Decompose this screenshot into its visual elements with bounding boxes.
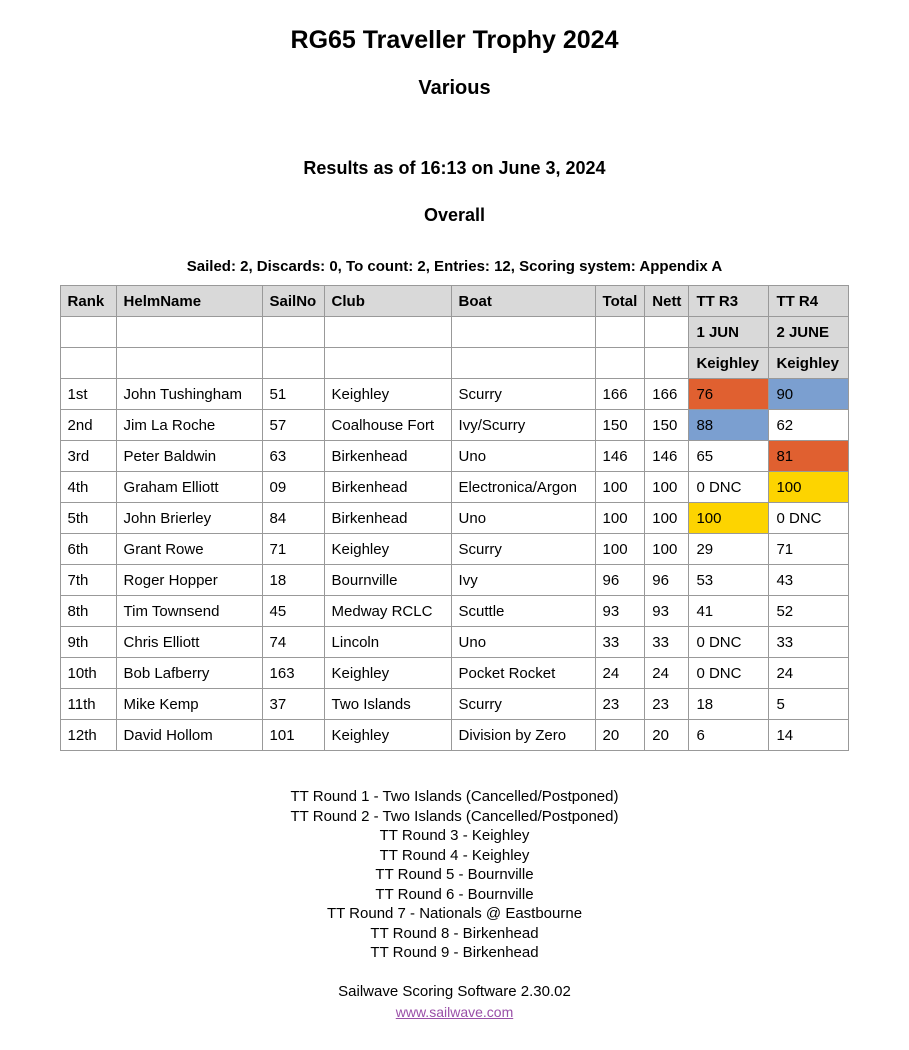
col-boat[interactable]: Boat (451, 286, 595, 317)
spacer-cell (645, 348, 689, 379)
cell-rank: 9th (60, 627, 116, 658)
table-row (60, 689, 849, 720)
cell-rank: 10th (60, 658, 116, 689)
page-title: RG65 Traveller Trophy 2024 (290, 26, 619, 54)
cell-tt-r4: 0 DNC (769, 503, 849, 534)
cell-helmname: Mike Kemp (116, 689, 262, 720)
cell-tt-r3: 0 DNC (689, 472, 769, 503)
race-venue-row (60, 348, 849, 379)
rounds-list (0, 787, 909, 963)
table-body (60, 317, 849, 751)
cell-tt-r3: 53 (689, 565, 769, 596)
cell-rank: 1st (60, 379, 116, 410)
cell-nett: 146 (645, 441, 689, 472)
cell-helmname: Roger Hopper (116, 565, 262, 596)
cell-nett: 24 (645, 658, 689, 689)
cell-sailno: 71 (262, 534, 324, 565)
cell-boat: Scuttle (451, 596, 595, 627)
cell-total: 100 (595, 503, 645, 534)
cell-rank: 12th (60, 720, 116, 751)
results-page (0, 26, 909, 1020)
cell-sailno: 163 (262, 658, 324, 689)
cell-sailno: 37 (262, 689, 324, 720)
cell-club: Birkenhead (324, 441, 451, 472)
race-venue-r4: Keighley (769, 348, 849, 379)
cell-total: 96 (595, 565, 645, 596)
cell-helmname: Jim La Roche (116, 410, 262, 441)
col-rank[interactable]: Rank (60, 286, 116, 317)
round-note: TT Round 1 - Two Islands (Cancelled/Postponed) (290, 788, 619, 805)
cell-sailno: 101 (262, 720, 324, 751)
sailwave-website-link[interactable]: www.sailwave.com (395, 1003, 514, 1020)
cell-tt-r3: 6 (689, 720, 769, 751)
cell-helmname: Peter Baldwin (116, 441, 262, 472)
cell-tt-r3: 88 (689, 410, 769, 441)
cell-tt-r3: 0 DNC (689, 627, 769, 658)
cell-tt-r4: 81 (769, 441, 849, 472)
results-table-wrap (0, 285, 909, 751)
cell-boat: Scurry (451, 379, 595, 410)
cell-tt-r4: 43 (769, 565, 849, 596)
cell-total: 23 (595, 689, 645, 720)
cell-sailno: 74 (262, 627, 324, 658)
cell-total: 166 (595, 379, 645, 410)
cell-rank: 3rd (60, 441, 116, 472)
cell-tt-r4: 100 (769, 472, 849, 503)
table-row (60, 472, 849, 503)
cell-total: 150 (595, 410, 645, 441)
cell-tt-r4: 14 (769, 720, 849, 751)
cell-sailno: 09 (262, 472, 324, 503)
cell-nett: 100 (645, 472, 689, 503)
spacer-cell (262, 348, 324, 379)
cell-boat: Ivy/Scurry (451, 410, 595, 441)
cell-tt-r3: 18 (689, 689, 769, 720)
cell-total: 100 (595, 534, 645, 565)
cell-rank: 4th (60, 472, 116, 503)
table-row (60, 441, 849, 472)
results-table (60, 285, 850, 751)
cell-tt-r4: 24 (769, 658, 849, 689)
cell-boat: Division by Zero (451, 720, 595, 751)
cell-total: 20 (595, 720, 645, 751)
spacer-cell (451, 348, 595, 379)
cell-sailno: 57 (262, 410, 324, 441)
cell-helmname: David Hollom (116, 720, 262, 751)
table-row (60, 379, 849, 410)
cell-nett: 33 (645, 627, 689, 658)
cell-boat: Ivy (451, 565, 595, 596)
cell-total: 93 (595, 596, 645, 627)
round-note: TT Round 2 - Two Islands (Cancelled/Postponed) (290, 807, 619, 825)
cell-club: Bournville (324, 565, 451, 596)
page-subtitle: Various (418, 77, 491, 99)
race-date-r3: 1 JUN (689, 317, 769, 348)
cell-nett: 93 (645, 596, 689, 627)
cell-rank: 8th (60, 596, 116, 627)
table-header (60, 286, 849, 317)
software-credit: Sailwave Scoring Software 2.30.02 (338, 982, 571, 1000)
section-heading: Overall (423, 205, 486, 225)
cell-club: Keighley (324, 534, 451, 565)
cell-rank: 2nd (60, 410, 116, 441)
cell-helmname: Bob Lafberry (116, 658, 262, 689)
race-date-row (60, 317, 849, 348)
race-venue-r3: Keighley (689, 348, 769, 379)
cell-sailno: 51 (262, 379, 324, 410)
cell-club: Coalhouse Fort (324, 410, 451, 441)
cell-boat: Electronica/Argon (451, 472, 595, 503)
cell-tt-r3: 29 (689, 534, 769, 565)
cell-tt-r4: 5 (769, 689, 849, 720)
cell-helmname: Graham Elliott (116, 472, 262, 503)
col-tt-r3[interactable]: TT R3 (689, 286, 769, 317)
round-note: TT Round 5 - Bournville (375, 866, 534, 883)
table-row (60, 658, 849, 689)
spacer-cell (60, 317, 116, 348)
round-note: TT Round 4 - Keighley (379, 846, 530, 864)
spacer-cell (262, 317, 324, 348)
col-sailno[interactable]: SailNo (262, 286, 324, 317)
cell-boat: Uno (451, 441, 595, 472)
spacer-cell (116, 317, 262, 348)
spacer-cell (595, 348, 645, 379)
cell-club: Birkenhead (324, 472, 451, 503)
cell-sailno: 63 (262, 441, 324, 472)
cell-helmname: Chris Elliott (116, 627, 262, 658)
cell-club: Two Islands (324, 689, 451, 720)
col-tt-r4[interactable]: TT R4 (769, 286, 849, 317)
spacer-cell (595, 317, 645, 348)
table-row (60, 410, 849, 441)
cell-boat: Uno (451, 503, 595, 534)
table-row (60, 503, 849, 534)
cell-tt-r3: 100 (689, 503, 769, 534)
col-total[interactable]: Total (595, 286, 645, 317)
col-club[interactable]: Club (324, 286, 451, 317)
cell-helmname: John Tushingham (116, 379, 262, 410)
cell-total: 24 (595, 658, 645, 689)
cell-club: Birkenhead (324, 503, 451, 534)
cell-rank: 11th (60, 689, 116, 720)
cell-boat: Scurry (451, 534, 595, 565)
cell-tt-r3: 41 (689, 596, 769, 627)
table-row (60, 596, 849, 627)
cell-sailno: 45 (262, 596, 324, 627)
cell-tt-r4: 33 (769, 627, 849, 658)
spacer-cell (645, 317, 689, 348)
cell-club: Keighley (324, 658, 451, 689)
cell-helmname: Tim Townsend (116, 596, 262, 627)
series-info: Sailed: 2, Discards: 0, To count: 2, Entries: 12, Scoring system: Appendix A (186, 258, 723, 275)
table-row (60, 565, 849, 596)
spacer-cell (60, 348, 116, 379)
cell-boat: Uno (451, 627, 595, 658)
cell-nett: 100 (645, 503, 689, 534)
table-header-row (60, 286, 849, 317)
table-row (60, 720, 849, 751)
cell-nett: 20 (645, 720, 689, 751)
cell-boat: Scurry (451, 689, 595, 720)
spacer-cell (324, 317, 451, 348)
cell-boat: Pocket Rocket (451, 658, 595, 689)
cell-club: Medway RCLC (324, 596, 451, 627)
spacer-cell (116, 348, 262, 379)
cell-tt-r4: 90 (769, 379, 849, 410)
cell-sailno: 18 (262, 565, 324, 596)
cell-nett: 166 (645, 379, 689, 410)
cell-club: Keighley (324, 720, 451, 751)
cell-total: 100 (595, 472, 645, 503)
round-note: TT Round 8 - Birkenhead (370, 924, 539, 942)
cell-rank: 6th (60, 534, 116, 565)
round-note: TT Round 3 - Keighley (379, 827, 530, 844)
cell-sailno: 84 (262, 503, 324, 534)
cell-club: Lincoln (324, 627, 451, 658)
cell-tt-r3: 76 (689, 379, 769, 410)
col-nett[interactable]: Nett (645, 286, 689, 317)
cell-club: Keighley (324, 379, 451, 410)
cell-helmname: John Brierley (116, 503, 262, 534)
cell-helmname: Grant Rowe (116, 534, 262, 565)
spacer-cell (451, 317, 595, 348)
cell-tt-r4: 62 (769, 410, 849, 441)
race-date-r4: 2 JUNE (769, 317, 849, 348)
col-helmname[interactable]: HelmName (116, 286, 262, 317)
cell-rank: 7th (60, 565, 116, 596)
table-row (60, 534, 849, 565)
round-note: TT Round 6 - Bournville (375, 885, 534, 903)
cell-rank: 5th (60, 503, 116, 534)
cell-nett: 23 (645, 689, 689, 720)
spacer-cell (324, 348, 451, 379)
cell-nett: 100 (645, 534, 689, 565)
cell-nett: 150 (645, 410, 689, 441)
cell-tt-r3: 0 DNC (689, 658, 769, 689)
cell-total: 33 (595, 627, 645, 658)
cell-nett: 96 (645, 565, 689, 596)
cell-total: 146 (595, 441, 645, 472)
table-row (60, 627, 849, 658)
results-timestamp: Results as of 16:13 on June 3, 2024 (303, 158, 606, 178)
cell-tt-r3: 65 (689, 441, 769, 472)
cell-tt-r4: 52 (769, 596, 849, 627)
round-note: TT Round 9 - Birkenhead (370, 944, 539, 961)
round-note: TT Round 7 - Nationals @ Eastbourne (326, 905, 583, 922)
cell-tt-r4: 71 (769, 534, 849, 565)
